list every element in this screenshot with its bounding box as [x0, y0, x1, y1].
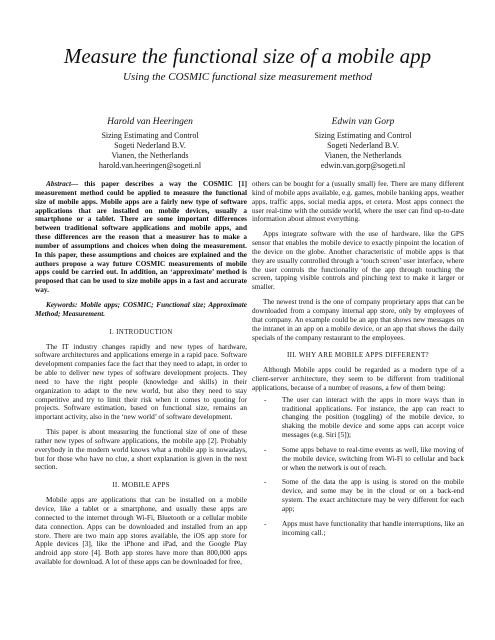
bullet-dash: - — [264, 519, 267, 528]
bullet-text: Some apps behave to real-time events as well, like moving of the mobile device, switching from Wi-Fi to cellular and back or when the network is out of reach. — [282, 445, 464, 472]
bullet-dash: - — [264, 445, 267, 454]
abstract — [35, 180, 247, 295]
bullet-list — [252, 396, 464, 538]
author-org: Sogeti Nederland B.V. — [114, 141, 186, 150]
paragraph: Apps integrate software with the use of hardware, like the GPS sensor that enables the mobile device to exactly pinpoint the location of the device on the globe. Another characteristic of mobile apps is that they are usually controlled through a ‘touch screen’ user interface, where the user controls the functionality of the app through touching the screen, tapping visible controls and pinching text to make it larger or smaller. — [252, 230, 464, 292]
author-org: Sogeti Nederland B.V. — [327, 141, 399, 150]
author-location: Vianen, the Netherlands — [111, 151, 189, 160]
bullet-dash: - — [264, 395, 267, 404]
author-name: Harold van Heeringen — [107, 117, 193, 127]
paragraph: This paper is about measuring the functional size of one of these rather new types of software applications, the mobile app [2]. Probably everybody in the modern world knows what a mobile app is nowadays, but for those who have no clue, a short explanation is given in the next section. — [35, 428, 247, 472]
author-name: Edwin van Gorp — [331, 117, 395, 127]
section-heading-introduction: I. INTRODUCTION — [109, 327, 173, 336]
paper-title: Measure the functional size of a mobile app — [63, 44, 432, 68]
paper-subtitle: Using the COSMIC functional size measurement method — [123, 71, 372, 83]
author-location: Vianen, the Netherlands — [324, 151, 402, 160]
author-block-2 — [268, 115, 458, 171]
list-item — [252, 520, 464, 538]
keywords — [35, 301, 247, 319]
keywords-text: Mobile apps; COSMIC; Functional size; Approximate Method; Measurement. — [35, 300, 247, 318]
abstract-text: this paper describes a way the COSMIC [1] measurement method could be applied to measure the functional size of mobile apps. Mobile apps are a fairly new type of software applications that are installed on mobile devices, usually a smartphone or a tablet. There are some important differences between traditional software applications and mobile apps, and these differences are the reason that a measurer has to make a number of assumptions and choices when doing the measurement. In this paper, these assumptions and choices are explained and the authors propose a way future COSMIC measurements of mobile apps could be carried out. In addition, an ‘approximate’ method is proposed that can be used to size mobile apps in a fast and accurate way. — [35, 180, 247, 295]
author-dept: Sizing Estimating and Control — [101, 131, 199, 140]
list-item — [252, 396, 464, 440]
author-email: edwin.van.gorp@sogeti.nl — [320, 161, 406, 170]
author-block-1 — [55, 115, 245, 171]
abstract-lead: Abstract— — [46, 180, 79, 188]
keywords-lead: Keywords: — [46, 300, 78, 309]
paragraph: The IT industry changes rapidly and new types of hardware, software architectures and applications emerge in a rapid pace. Software development companies face the fact that they need to adapt, in order to be able to deliver new types of software development projects. They need to have the right people (knowledge and skills) in their organization to adapt to the new world, but also they need to stay competitive and try to limit their risk when it comes to quoting for projects. Software estimation, based on functional size, remains an important activity, also in the ‘new world’ of software development. — [35, 342, 247, 422]
bullet-dash: - — [264, 478, 267, 487]
paragraph: Mobile apps are applications that can be installed on a mobile device, like a tablet or a smartphone, and usually these apps are connected to the internet through Wi-Fi, Bluetooth or a cellular mobile data connection. Apps can be downloaded and installed from an app store. There are two main app stores available, the iOS app store for Apple devices [3], like the iPhone and iPad, and the Google Play android app store [4]. Both app stores have more than 800,000 apps available for download. A lot of these apps can be downloaded for free, — [35, 496, 247, 567]
bullet-text: Apps must have functionality that handle interruptions, like an incoming call.; — [282, 519, 464, 537]
bullet-text: The user can interact with the apps in more ways than in traditional applications. For instance, the app can react to changing the position (toggling) of the mobile device, to shaking the mobile device and some apps can accept voice messages (e.g. Siri [5]); — [282, 395, 464, 440]
bullet-text: Some of the data the app is using is stored on the mobile device, and some may be in the cloud or on a back-end system. The exact architecture may be very different for each app; — [282, 478, 464, 513]
section-heading-why-different: III. WHY ARE MOBILE APPS DIFFERENT? — [287, 351, 429, 360]
author-dept: Sizing Estimating and Control — [314, 131, 412, 140]
author-email: harold.van.heeringen@sogeti.nl — [98, 161, 202, 170]
list-item — [252, 478, 464, 513]
paragraph: Although Mobile apps could be regarded as a modern type of a client-server architecture, they seem to be different from traditional applications, because of a number of reasons, a few of them being: — [252, 366, 464, 392]
right-column — [252, 180, 464, 544]
paragraph: The newest trend is the one of company proprietary apps that can be downloaded from a company internal app store, only by employees of that company. An example could be an app that shows new messages on the intranet in an app on a mobile device, or an app that shows the daily specials of the company restaurant to the employees. — [252, 298, 464, 342]
section-heading-mobile-apps: II. MOBILE APPS — [112, 481, 170, 490]
paragraph: others can be bought for a (usually small) fee. There are many different kind of mobile apps available, e.g. games, mobile banking apps, weather apps, traffic apps, social media apps, et cetera. Most apps connect the user real-time with the outside world, where the user can find up-to-date information about almost everything. — [252, 180, 464, 224]
list-item — [252, 446, 464, 473]
left-column — [35, 180, 247, 567]
